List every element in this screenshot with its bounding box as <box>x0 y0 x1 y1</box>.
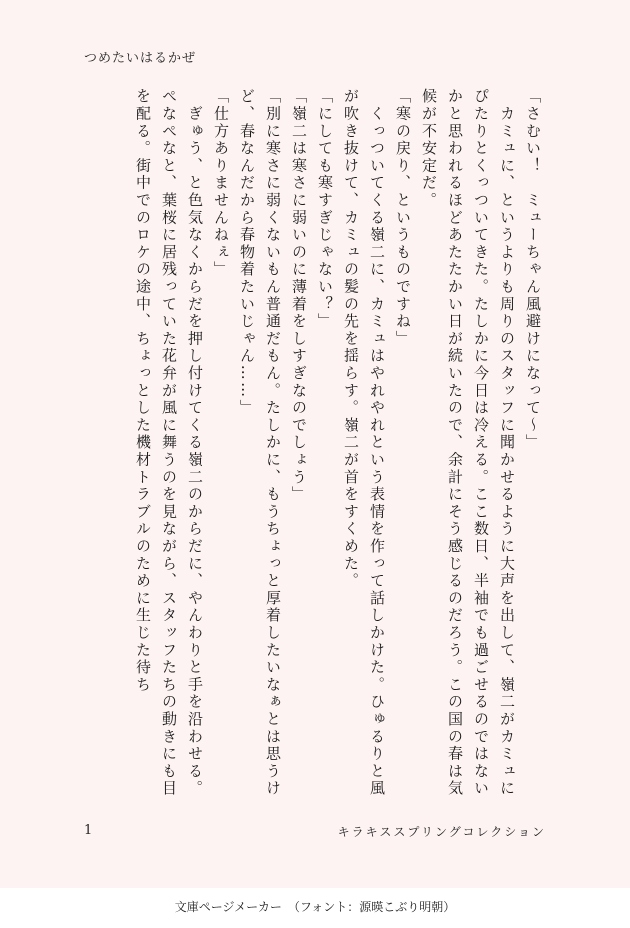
page-number: 1 <box>84 823 93 838</box>
footer-credit: 文庫ページメーカー （フォント：源暎こぶり明朝） <box>174 900 456 914</box>
collection-title: キラキススプリングコレクション <box>337 825 546 839</box>
paragraph: 「仕方ありませんねぇ」 <box>212 88 230 279</box>
paragraph: カミュに、というよりも周りのスタッフに聞かせるように大声を出して、嶺二がカミュにぴたりとくっついてきた。たしかに今日は冷える。ここ数日、半袖でも過ごせるのではないかと思われるほどあたたかい日が続いたので、余計にそう感じるのだろう。この国の春は気候が不安定だ。 <box>420 88 516 798</box>
paragraph: くっついてくる嶺二に、カミュはやれやれという表情を作って話しかけた。ひゅるりと風が吹き抜けて、カミュの髪の先を揺らす。嶺二が首をすくめた。 <box>342 88 386 798</box>
paragraph: 「寒の戻り、というものですね」 <box>394 88 412 348</box>
paragraph: 「にしても寒すぎじゃない？」 <box>316 88 334 331</box>
running-head: つめたいはるかぜ <box>84 51 197 66</box>
body-text <box>78 88 546 808</box>
paragraph: ぎゅう、と色気なくからだを押し付けてくる嶺二のからだに、やんわりと手を沿わせる。ぺなぺなと、葉桜に居残っていた花弁が風に舞うのを見ながら、スタッフたちの動きにも目を配る。街中でのロケの途中、ちょっとした機材トラブルのために生じた待ち <box>134 88 204 798</box>
paragraph: 「さむい！ ミューちゃん風避けになって〜」 <box>524 88 542 452</box>
paragraph: 「嶺二は寒さに弱いのに薄着をしすぎなのでしょう」 <box>290 88 308 504</box>
paragraph: 「別に寒さに弱くないもん普通だもん。たしかに、もうちょっと厚着したいなぁとは思うけど、春なんだから春物着たいじゃん……」 <box>238 88 282 798</box>
